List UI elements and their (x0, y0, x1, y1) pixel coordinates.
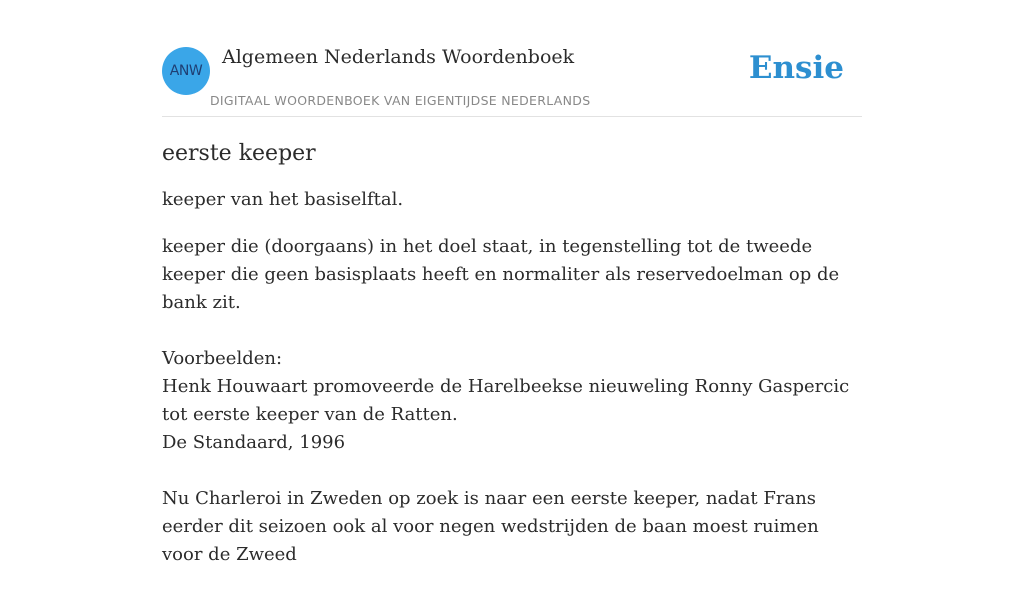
entry-content (162, 136, 862, 597)
long-definition: keeper die (doorgaans) in het doel staat, in tegenstelling tot de tweede keeper die geen basisplaats heeft en normaliter als reservedoelman op de bank zit. (162, 236, 840, 313)
example-item (162, 485, 862, 569)
examples-section (162, 345, 862, 569)
site-subtitle: DIGITAAL WOORDENBOEK VAN EIGENTIJDSE NEDERLANDS (210, 93, 591, 108)
entry-title: eerste keeper (162, 141, 316, 166)
ensie-logo-link[interactable]: Ensie (748, 50, 844, 86)
examples-label: Voorbeelden: (162, 348, 283, 369)
example-item (162, 373, 862, 457)
anw-logo[interactable]: ANW (162, 47, 210, 95)
site-header (162, 40, 862, 117)
example-text: Nu Charleroi in Zweden op zoek is naar een eerste keeper, nadat Frans eerder dit seizoen ook al voor negen wedstrijden de baan moest ruimen voor de Zweed (162, 488, 819, 565)
short-definition: keeper van het basiselftal. (162, 189, 404, 210)
site-title[interactable]: Algemeen Nederlands Woordenboek (222, 46, 575, 68)
example-text: Henk Houwaart promoveerde de Harelbeekse nieuweling Ronny Gaspercic tot eerste keeper van de Ratten. (162, 376, 850, 425)
example-source: De Standaard, 1996 (162, 432, 346, 453)
